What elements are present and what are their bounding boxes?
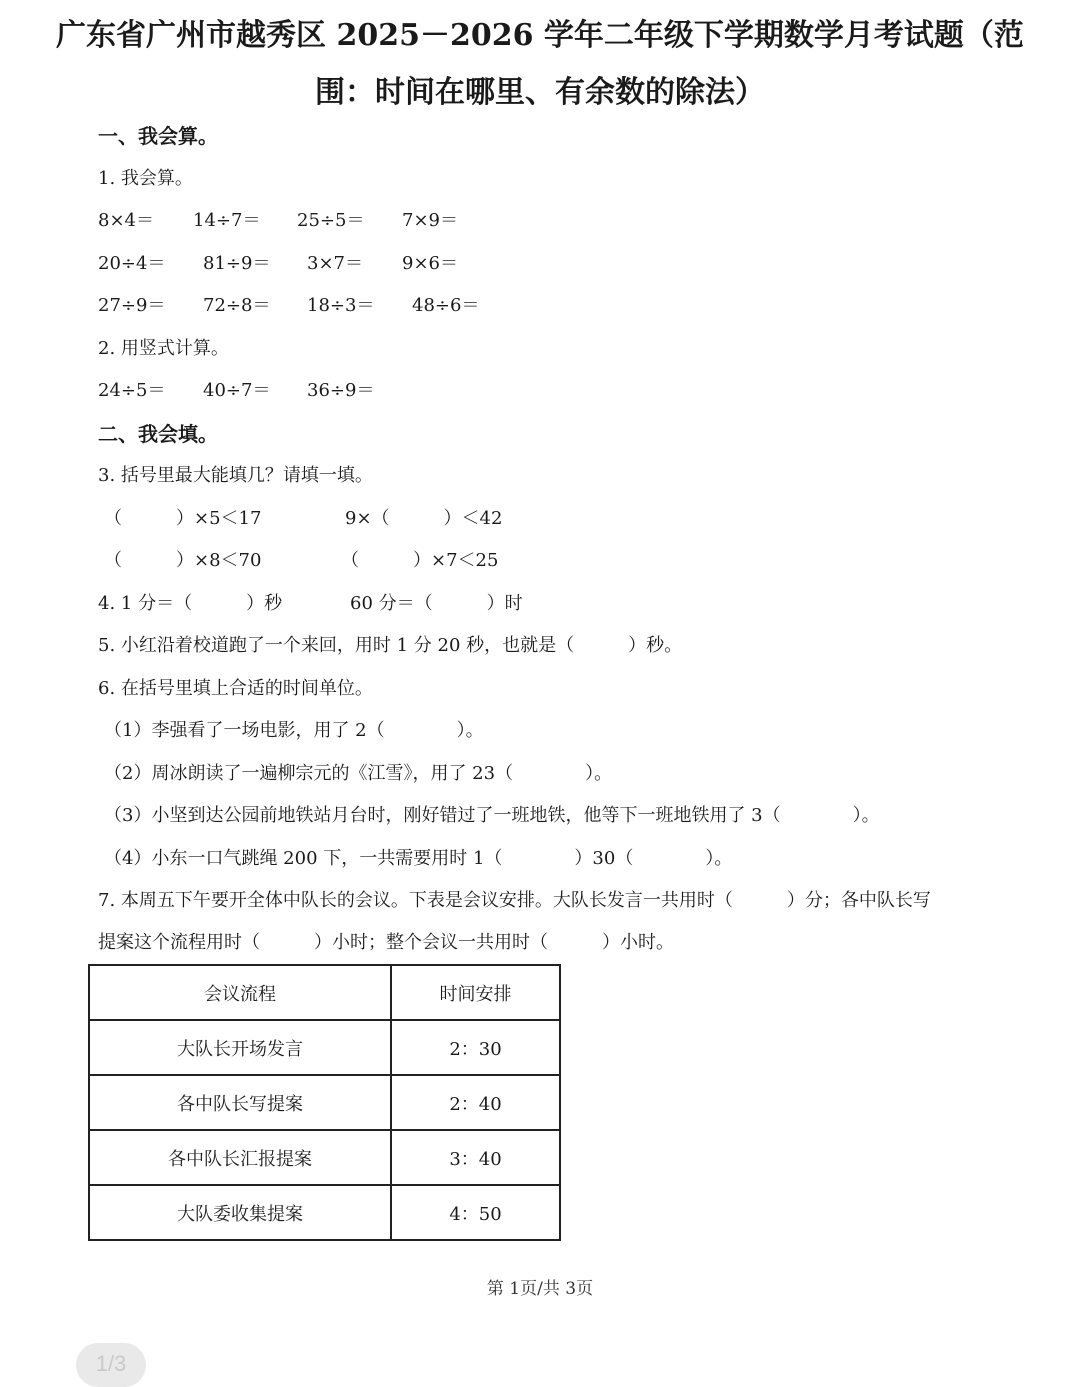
- question-6-item: （3）小坚到达公园前地铁站月台时，刚好错过了一班地铁，他等下一班地铁用了 3（ ）。: [104, 805, 880, 826]
- table-cell: 各中队长写提案: [89, 1075, 391, 1130]
- calc-item: 18÷3＝: [307, 295, 375, 316]
- table-cell: 2：30: [391, 1020, 560, 1075]
- question-7-line2: 提案这个流程用时（ ）小时；整个会议一共用时（ ）小时。: [98, 932, 674, 953]
- fill-item: （ ）×7＜25: [341, 550, 499, 571]
- question-2-label: 2. 用竖式计算。: [98, 338, 229, 359]
- question-6-item: （2）周冰朗读了一遍柳宗元的《江雪》，用了 23（ ）。: [104, 763, 613, 784]
- vertical-calc-item: 40÷7＝: [203, 380, 271, 401]
- question-6-item: （4）小东一口气跳绳 200 下，一共需要用时 1（ ）30（ ）。: [104, 848, 733, 869]
- question-3-label: 3. 括号里最大能填几？请填一填。: [98, 465, 373, 486]
- table-cell: 4：50: [391, 1185, 560, 1240]
- page-indicator[interactable]: 1/3: [76, 1343, 146, 1387]
- table-cell: 2：40: [391, 1075, 560, 1130]
- question-6-item: （1）李强看了一场电影，用了 2（ ）。: [104, 720, 484, 741]
- table-header-cell: 时间安排: [391, 965, 560, 1020]
- calc-item: 48÷6＝: [412, 295, 480, 316]
- calc-item: 8×4＝: [98, 210, 154, 231]
- fill-item: 9×（ ）＜42: [345, 508, 503, 529]
- question-5: 5. 小红沿着校道跑了一个来回，用时 1 分 20 秒，也就是（ ）秒。: [98, 635, 683, 656]
- calc-item: 3×7＝: [307, 253, 363, 274]
- table-row: [89, 1185, 560, 1240]
- calc-item: 9×6＝: [402, 253, 458, 274]
- section-heading-calc: 一、我会算。: [98, 124, 218, 148]
- calc-item: 81÷9＝: [203, 253, 271, 274]
- page-title-line2: 围：时间在哪里、有余数的除法）: [315, 75, 765, 110]
- meeting-schedule-table: [88, 964, 561, 1241]
- table-row: [89, 1130, 560, 1185]
- fill-item: （ ）×8＜70: [104, 550, 262, 571]
- calc-item: 20÷4＝: [98, 253, 166, 274]
- question-4b: 60 分＝（ ）时: [350, 593, 523, 614]
- calc-item: 14÷7＝: [193, 210, 261, 231]
- table-cell: 大队委收集提案: [89, 1185, 391, 1240]
- question-1-label: 1. 我会算。: [98, 168, 193, 189]
- fill-item: （ ）×5＜17: [104, 508, 262, 529]
- vertical-calc-item: 36÷9＝: [307, 380, 375, 401]
- calc-item: 27÷9＝: [98, 295, 166, 316]
- table-header-row: [89, 965, 560, 1020]
- section-heading-fill: 二、我会填。: [98, 422, 218, 446]
- page-footer: 第 1页/共 3页: [486, 1279, 594, 1299]
- question-6-label: 6. 在括号里填上合适的时间单位。: [98, 678, 373, 699]
- calc-item: 72÷8＝: [203, 295, 271, 316]
- calc-item: 25÷5＝: [297, 210, 365, 231]
- table-cell: 3：40: [391, 1130, 560, 1185]
- question-7-line1: 7. 本周五下午要开全体中队长的会议。下表是会议安排。大队长发言一共用时（ ）分；各中队长写: [98, 890, 931, 911]
- page-title-line1: 广东省广州市越秀区 2025－2026 学年二年级下学期数学月考试题（范: [56, 18, 1024, 53]
- calc-item: 7×9＝: [402, 210, 458, 231]
- table-row: [89, 1075, 560, 1130]
- table-row: [89, 1020, 560, 1075]
- table-cell: 各中队长汇报提案: [89, 1130, 391, 1185]
- vertical-calc-item: 24÷5＝: [98, 380, 166, 401]
- table-cell: 大队长开场发言: [89, 1020, 391, 1075]
- question-4a: 4. 1 分＝（ ）秒: [98, 593, 283, 614]
- table-header-cell: 会议流程: [89, 965, 391, 1020]
